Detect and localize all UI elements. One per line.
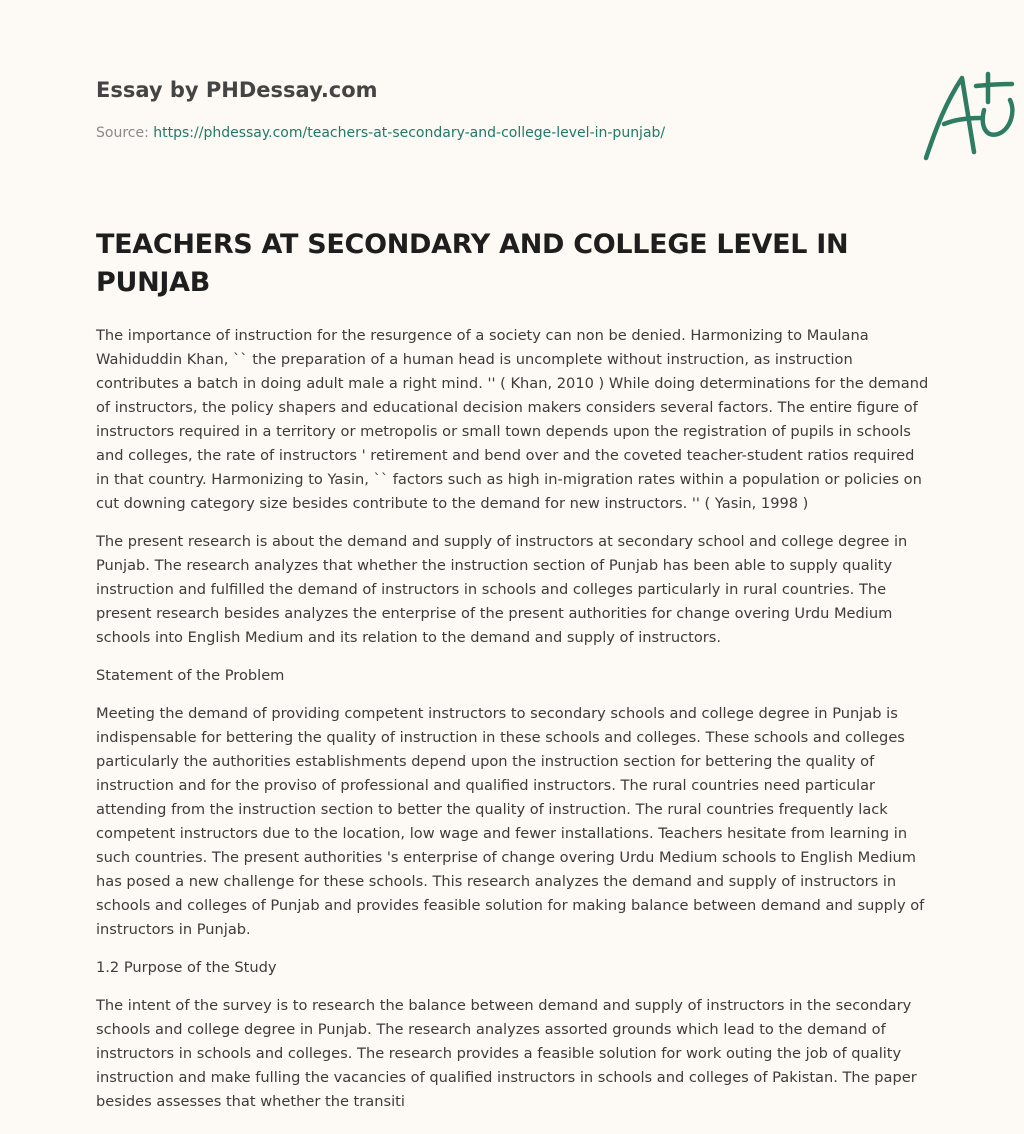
- paragraph: The importance of instruction for the resurgence of a society can non be denied. Harmonizing to Maulana Wahiduddin Khan, `` the preparation of a human head is uncomplete without instruction, as instruction contributes a batch in doing adult male a right mind. '' ( Khan, 2010 ) While doing determinations for the demand of instructors, the policy shapers and educational decision makers considers several factors. The entire figure of instructors required in a territory or metropolis or small town depends upon the registration of pupils in schools and colleges, the rate of instructors ' retirement and bend over and the coveted teacher-student ratios required in that country. Harmonizing to Yasin, `` factors such as high in-migration rates within a population or policies on cut downing category size besides contribute to the demand for new instructors. '' ( Yasin, 1998 ): [96, 327, 929, 512]
- paragraph: The present research is about the demand and supply of instructors at secondary school and college degree in Punjab. The research analyzes that whether the instruction section of Punjab has been able to supply quality instruction and fulfilled the demand of instructors in schools and colleges particularly in rural countries. The present research besides analyzes the enterprise of the present authorities for change overing Urdu Medium schools into English Medium and its relation to the demand and supply of instructors.: [96, 533, 908, 646]
- site-title: Essay by PHDessay.com: [96, 78, 378, 102]
- essay-title: TEACHERS AT SECONDARY AND COLLEGE LEVEL IN PUNJAB: [96, 229, 849, 298]
- source-link[interactable]: https://phdessay.com/teachers-at-secondary-and-college-level-in-punjab/: [153, 125, 666, 141]
- essay-body: [96, 324, 930, 1128]
- source-label: Source:: [96, 125, 154, 141]
- section-heading: 1.2 Purpose of the Study: [96, 959, 277, 976]
- source-line: [96, 125, 665, 141]
- paragraph: The intent of the survey is to research the balance between demand and supply of instructors in the secondary schools and college degree in Punjab. The research analyzes assorted grounds which lead to the demand of instructors in schools and colleges. The research provides a feasible solution for work outing the job of quality instruction and make fulling the vacancies of qualified instructors in schools and colleges of Pakistan. The paper besides assesses that whether the transiti: [96, 997, 917, 1110]
- a-plus-logo-icon: [922, 68, 1022, 164]
- paragraph: Meeting the demand of providing competent instructors to secondary schools and college degree in Punjab is indispensable for bettering the quality of instruction in these schools and colleges. These schools and colleges particularly the authorities establishments depend upon the instruction section for bettering the quality of instruction and for the proviso of professional and qualified instructors. The rural countries need particular attending from the instruction section to better the quality of instruction. The rural countries frequently lack competent instructors due to the location, low wage and fewer installations. Teachers hesitate from learning in such countries. The present authorities 's enterprise of change overing Urdu Medium schools to English Medium has posed a new challenge for these schools. This research analyzes the demand and supply of instructors in schools and colleges of Punjab and provides feasible solution for making balance between demand and supply of instructors in Punjab.: [96, 705, 925, 938]
- section-heading: Statement of the Problem: [96, 667, 285, 684]
